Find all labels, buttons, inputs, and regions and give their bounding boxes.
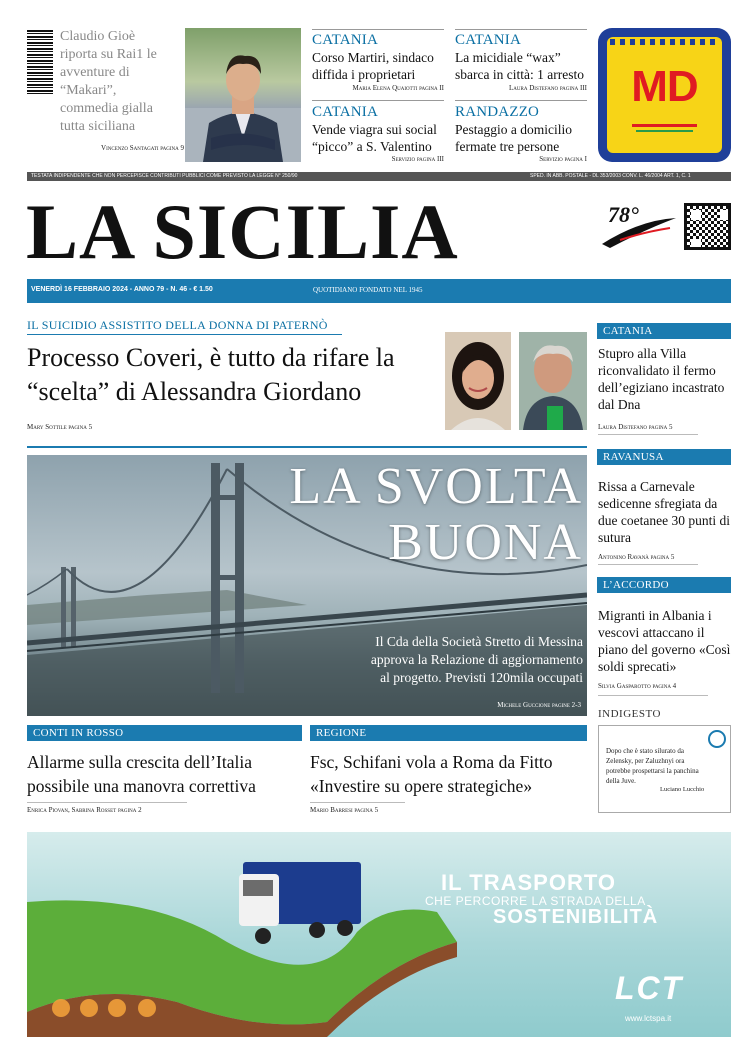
teaser-3-kicker: CATANIA [312,104,379,120]
masthead-title[interactable]: LA SICILIA [26,188,459,275]
lead-photo-man[interactable] [519,332,587,430]
md-logo[interactable] [598,28,731,162]
man-portrait-icon [185,28,301,162]
bottom-0-title[interactable]: Allarme sulla crescita dell’Italia possibile una manovra correttiva [27,752,256,796]
sidebar-0-rule [598,434,698,435]
hero-byline: Michele Guccione pagine 2-3 [497,701,581,709]
legal-left: TESTATA INDIPENDENTE CHE NON PERCEPISCE CONTRIBUTI PUBBLICI COME PREVISTO LA LEGGE N° 250/90 [31,173,298,179]
indigesto-icon [708,730,726,748]
ad-line1: IL TRASPORTO [441,870,616,895]
teaser-3-byline: Servizio pagina III [391,155,444,163]
anniversary-logo [600,200,680,256]
legal-right: SPED. IN ABB. POSTALE - DL 353/2003 CONV. L. 46/2004 ART. 1, C. 1 [530,173,691,179]
sidebar-1-title[interactable]: Rissa a Carnevale sedicenne sfregiata da due coetanee 30 punti di sutura [598,479,730,545]
lead-byline: Mary Sottile pagina 5 [27,423,93,431]
woman-portrait-icon [445,332,511,430]
hero-caption-line3: al progetto. Previsti 120mila occupati [380,670,583,685]
bottom-1-section: REGIONE [310,725,587,741]
sidebar-2-section: L’ACCORDO [597,577,731,593]
elderly-man-portrait-icon [519,332,587,430]
ad-line2: CHE PERCORRE LA STRADA DELLA [425,894,646,908]
md-logo-stripe [632,124,697,127]
barcode [27,30,53,96]
sidebar-1-rule [598,564,698,565]
lead-photo-woman[interactable] [445,332,511,430]
indigesto-text: Dopo che è stato silurato da Zelensky, per Zaluzhnyi ora potrebbe prospettarsi la panchina della Juve. [606,747,699,785]
teaser-gioe-photo[interactable] [185,28,301,162]
md-logo-dots-top [610,39,719,45]
md-logo-text: MD [631,62,698,111]
sidebar-2-title[interactable]: Migranti in Albania i vescovi attaccano il piano del governo «Così soldi sprecati» [598,608,731,674]
ad-line3: SOSTENIBILITÀ [493,906,659,928]
lead-bottom-rule [27,446,587,448]
sidebar-1-section: RAVANUSA [597,449,731,465]
teaser-1-kicker: CATANIA [312,32,379,48]
teaser-2-byline: Laura Distefano pagina III [509,84,587,92]
sidebar-1-byline: Antonino Ravanà pagina 5 [598,553,675,561]
teaser-gioe-text[interactable]: Claudio Gioè riporta su Rai1 le avventure di “Makari”, commedia gialla tutta siciliana [60,29,157,134]
lead-kicker-rule [27,334,342,335]
teaser-gioe-byline: Vincenzo Santagati pagina 9 [101,144,184,152]
ad-brand-logo[interactable]: LCT [615,970,684,1006]
indigesto-author: Luciano Lucchio [660,786,705,793]
md-logo-stripe-2 [636,130,693,132]
founded-text: QUOTIDIANO FONDATO NEL 1945 [313,286,423,294]
indigesto-label: INDIGESTO [598,708,661,720]
lead-title[interactable]: Processo Coveri, è tutto da rifare la “scelta” di Alessandra Giordano [27,343,395,406]
bottom-1-rule [310,802,405,803]
dateline-text: VENERDÌ 16 FEBBRAIO 2024 - ANNO 79 - N. 46 - € 1.50 [31,286,213,293]
ad-banner[interactable] [27,832,731,1037]
hero-title-line2: BUONA [388,514,583,571]
hero-caption-line2: approva la Relazione di aggiornamento [370,652,583,667]
sidebar-2-byline: Silvia Gasparotto pagina 4 [598,682,677,690]
hero-image[interactable] [27,455,587,716]
teaser-1-byline: Maria Elena Quaiotti pagina II [352,84,444,92]
bottom-0-rule [27,802,187,803]
ad-url[interactable]: www.lctspa.it [625,1014,672,1023]
hero-caption-line1: Il Cda della Società Stretto di Messina [375,634,583,649]
teaser-rule-1 [312,29,444,30]
teaser-rule-2 [455,29,587,30]
sidebar-0-section: CATANIA [597,323,731,339]
teaser-4-title[interactable]: Pestaggio a domicilio fermate tre persone [455,122,572,154]
bottom-1-byline: Mario Barresi pagina 5 [310,806,379,814]
teaser-2-title[interactable]: La micidiale “wax” sbarca in città: 1 arresto [455,50,584,82]
sidebar-2-rule [598,695,708,696]
teaser-rule-4 [455,100,587,101]
teaser-3-title[interactable]: Vende viagra sui social “picco” a S. Valentino [312,122,437,154]
teaser-2-kicker: CATANIA [455,32,522,48]
bottom-0-section: CONTI IN ROSSO [27,725,302,741]
hero-title-line1: LA SVOLTA [289,458,583,515]
swoosh-icon [600,200,680,256]
teaser-4-kicker: RANDAZZO [455,104,540,120]
teaser-1-title[interactable]: Corso Martiri, sindaco diffida i proprietari [312,50,434,82]
qr-code-icon[interactable] [684,203,731,250]
bottom-1-title[interactable]: Fsc, Schifani vola a Roma da Fitto «Investire su opere strategiche» [310,752,553,796]
sidebar-0-byline: Laura Distefano pagina 5 [598,423,673,431]
teaser-4-byline: Servizio pagina I [539,155,587,163]
anniversary-text: 78° [608,202,639,227]
bottom-0-byline: Enrica Piovan, Sabrina Rosset pagina 2 [27,806,142,814]
teaser-rule-3 [312,100,444,101]
sidebar-0-title[interactable]: Stupro alla Villa riconvalidato il fermo dell’egiziano incastrato dal Dna [598,346,725,412]
lead-kicker: IL SUICIDIO ASSISTITO DELLA DONNA DI PATERNÒ [27,318,328,332]
